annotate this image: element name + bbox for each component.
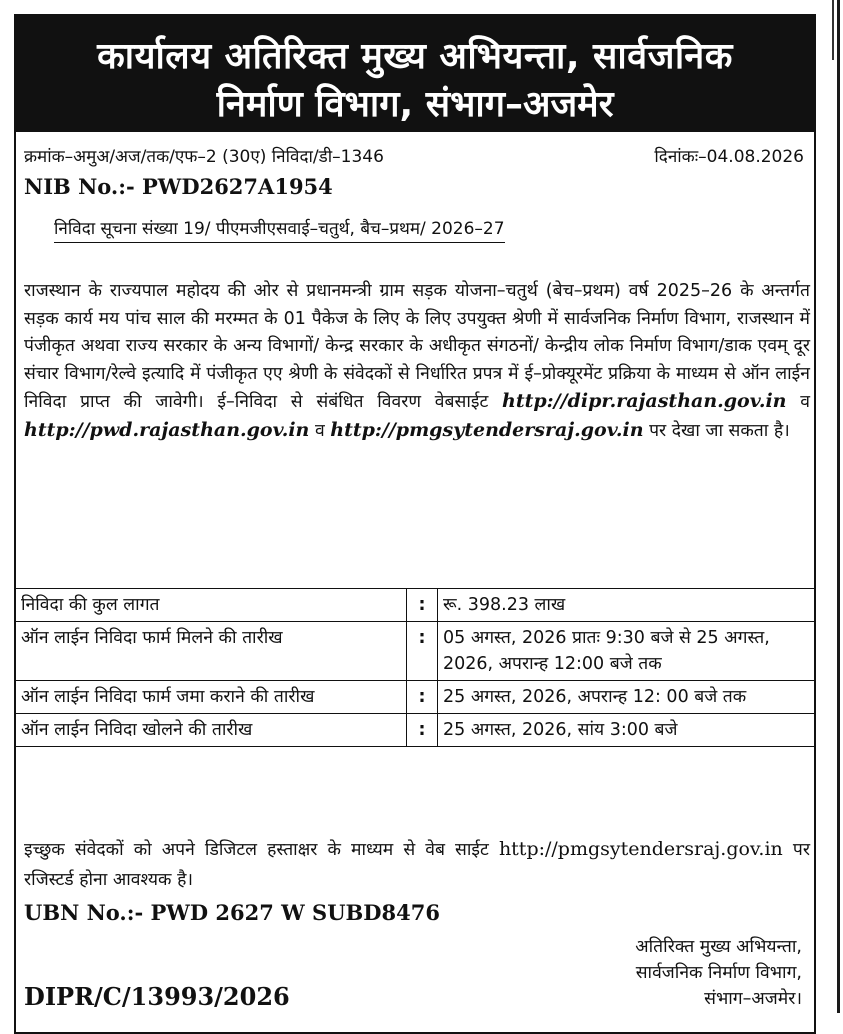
signature-line3: संभाग–अजमेर। bbox=[704, 989, 802, 1009]
row-value: रू. 398.23 लाख bbox=[438, 589, 815, 622]
row-separator: : bbox=[407, 622, 438, 681]
pwd-website-link[interactable]: http://pwd.rajasthan.gov.in bbox=[24, 418, 310, 441]
office-title-line1: कार्यालय अतिरिक्त मुख्य अभियन्ता, सार्वजनिक bbox=[97, 36, 733, 77]
row-value: 25 अगस्त, 2026, अपरान्ह 12: 00 बजे तक bbox=[438, 681, 815, 714]
body-text-end: पर देखा जा सकता है। bbox=[649, 420, 790, 441]
reference-date: दिनांकः–04.08.2026 bbox=[654, 147, 804, 167]
row-separator: : bbox=[407, 681, 438, 714]
nib-number: NIB No.:- PWD2627A1954 bbox=[24, 174, 333, 199]
page-edge-line bbox=[832, 0, 834, 60]
table-row bbox=[16, 589, 814, 622]
body-joiner: व bbox=[800, 392, 810, 412]
row-value: 25 अगस्त, 2026, सांय 3:00 बजे bbox=[438, 714, 815, 747]
dipr-website-link[interactable]: http://dipr.rajasthan.gov.in bbox=[502, 390, 787, 412]
row-label: ऑन लाईन निविदा खोलने की तारीख bbox=[16, 714, 407, 747]
office-header bbox=[16, 16, 814, 132]
registration-text-end: पर रजिस्टर्ड होना आवश्यक है। bbox=[24, 840, 810, 890]
signature-line2: सार्वजनिक निर्माण विभाग, bbox=[635, 963, 802, 983]
pmgsy-website-link[interactable]: http://pmgsytendersraj.gov.in bbox=[330, 418, 644, 441]
registration-text: इच्छुक संवेदकों को अपने डिजिटल हस्ताक्षर के माध्यम से वेब साईट bbox=[24, 840, 489, 860]
notice-number: निविदा सूचना संख्या 19/ पीएमजीएसवाई–चतुर्थ, बैच–प्रथम/ 2026–27 bbox=[54, 216, 505, 243]
body-text-main: राजस्थान के राज्यपाल महोदय की ओर से प्रधानमन्त्री ग्राम सड़क योजना–चतुर्थ (बेच–प्रथम) वर्ष 2025–26 के अन्तर्गत सड़क कार्य मय पांच साल की मरम्मत के 01 पैकेज के लिए के लिए उपयुक्त श्रेणी में सार्वजनिक निर्माण विभाग, राजस्थान में पंजीकृत अथवा राज्य सरकार के अन्य विभागों/ केन्द्र सरकार के अधीकृत संगठनों/ केन्द्रीय लोक निर्माण विभाग/डाक एवम् दूर संचार विभाग/रेल्वे इत्यादि में पंजीकृत एए श्रेणी के संवेदकों से निर्धारित प्रपत्र में ई–प्रोक्यूरमेंट प्रक्रिया के माध्यम से ऑन लाईन निविदा प्राप्त की जावेगी। ई–निविदा से संबंधित विवरण वेबसाईट bbox=[24, 281, 810, 412]
registration-note bbox=[24, 834, 810, 895]
table-row bbox=[16, 681, 814, 714]
signature-block bbox=[635, 934, 802, 1012]
reference-line bbox=[24, 144, 804, 167]
table-row bbox=[16, 714, 814, 747]
body-joiner: व bbox=[314, 420, 325, 441]
row-label: निविदा की कुल लागत bbox=[16, 589, 407, 622]
tender-notice bbox=[14, 14, 816, 1034]
tender-details-table bbox=[16, 588, 814, 747]
signature-line1: अतिरिक्त मुख्य अभियन्ता, bbox=[635, 937, 802, 957]
row-value: 05 अगस्त, 2026 प्रातः 9:30 बजे से 25 अगस्त, 2026, अपरान्ह 12:00 बजे तक bbox=[438, 622, 815, 681]
table-row bbox=[16, 622, 814, 681]
row-separator: : bbox=[407, 589, 438, 622]
notice-body bbox=[24, 278, 810, 445]
office-title-line2: निर्माण विभाग, संभाग–अजमेर bbox=[216, 84, 614, 125]
ubn-number: UBN No.:- PWD 2627 W SUBD8476 bbox=[24, 900, 440, 925]
dipr-number: DIPR/C/13993/2026 bbox=[24, 982, 290, 1011]
row-label: ऑन लाईन निविदा फार्म मिलने की तारीख bbox=[16, 622, 407, 681]
reference-number: क्रमांक–अमुअ/अज/तक/एफ–2 (30ए) निविदा/डी–1346 bbox=[24, 147, 384, 167]
row-label: ऑन लाईन निविदा फार्म जमा कराने की तारीख bbox=[16, 681, 407, 714]
page-edge-line bbox=[837, 0, 840, 1013]
row-separator: : bbox=[407, 714, 438, 747]
registration-website-link[interactable]: http://pmgsytendersraj.gov.in bbox=[498, 838, 783, 860]
